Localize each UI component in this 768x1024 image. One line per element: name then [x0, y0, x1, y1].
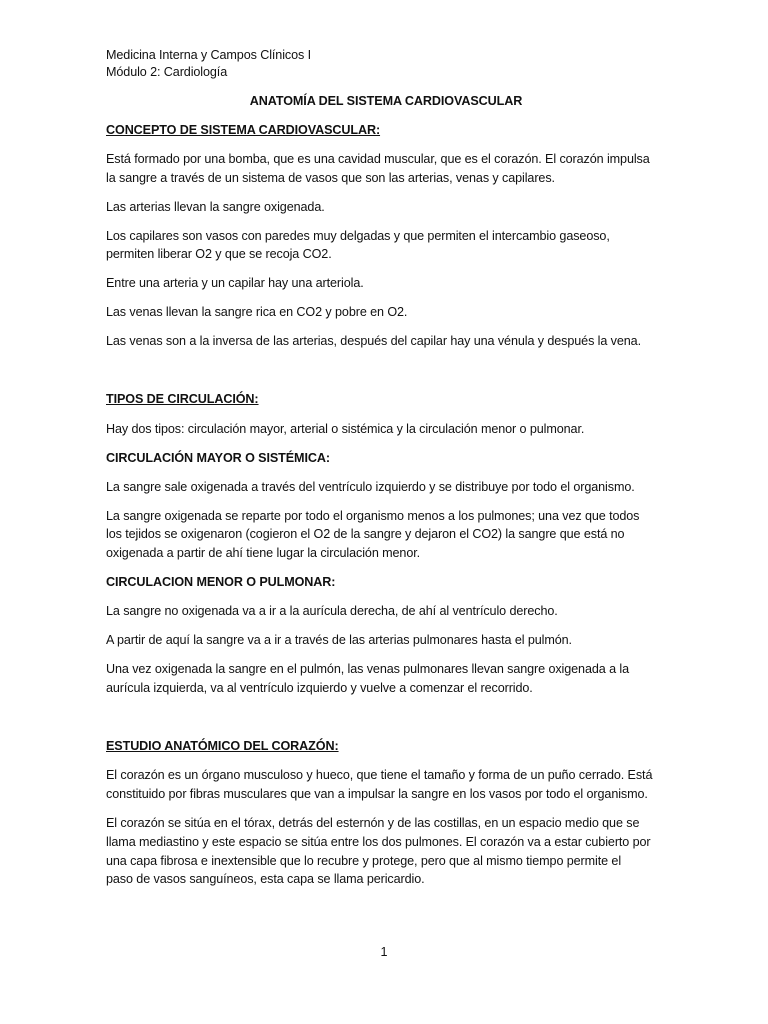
section-heading-concept: CONCEPTO DE SISTEMA CARDIOVASCULAR:: [106, 123, 381, 137]
course-name: Medicina Interna y Campos Clínicos I: [106, 48, 311, 62]
paragraph-line: Los capilares son vasos con paredes muy delgadas y que permiten el intercambio gaseoso,: [106, 229, 610, 243]
paragraph-line: Las arterias llevan la sangre oxigenada.: [106, 200, 325, 214]
paragraph-line: Las venas llevan la sangre rica en CO2 y pobre en O2.: [106, 305, 408, 319]
paragraph-line: aurícula izquierda, va al ventrículo izquierdo y vuelve a comenzar el recorrido.: [106, 681, 533, 695]
paragraph-line: Una vez oxigenada la sangre en el pulmón, las venas pulmonares llevan sangre oxigenada a la: [106, 662, 629, 676]
document-title: ANATOMÍA DEL SISTEMA CARDIOVASCULAR: [249, 94, 523, 108]
paragraph-line: paso de vasos sanguíneos, esta capa se llama pericardio.: [106, 872, 425, 886]
paragraph-line: El corazón se sitúa en el tórax, detrás del esternón y de las costillas, en un espacio medio que se: [106, 816, 640, 830]
paragraph-line: La sangre sale oxigenada a través del ventrículo izquierdo y se distribuye por todo el organismo.: [106, 480, 635, 494]
paragraph-line: permiten liberar O2 y que se recoja CO2.: [106, 247, 332, 261]
paragraph-line: una capa fibrosa e inextensible que lo recubre y protege, pero que al mismo tiempo permite el: [106, 854, 622, 868]
subheading-pulmonary: CIRCULACION MENOR O PULMONAR:: [106, 575, 336, 589]
section-heading-circulation-types: TIPOS DE CIRCULACIÓN:: [106, 392, 259, 406]
module-name: Módulo 2: Cardiología: [106, 65, 228, 79]
paragraph-line: constituido por fibras musculares que van a impulsar la sangre en los vasos por todo el organismo.: [106, 787, 648, 801]
subheading-systemic: CIRCULACIÓN MAYOR O SISTÉMICA:: [106, 451, 330, 465]
paragraph-line: Las venas son a la inversa de las arterias, después del capilar hay una vénula y después la vena.: [106, 334, 641, 348]
paragraph-line: A partir de aquí la sangre va a ir a través de las arterias pulmonares hasta el pulmón.: [106, 633, 572, 647]
paragraph-line: El corazón es un órgano musculoso y hueco, que tiene el tamaño y forma de un puño cerrado. Está: [106, 768, 653, 782]
paragraph-line: los tejidos se oxigenaron (cogieron el O2 de la sangre y dejaron el CO2) la sangre que está no: [106, 527, 625, 541]
paragraph-line: La sangre oxigenada se reparte por todo el organismo menos a los pulmones; una vez que todos: [106, 509, 640, 523]
paragraph-line: La sangre no oxigenada va a ir a la aurícula derecha, de ahí al ventrículo derecho.: [106, 604, 558, 618]
paragraph-line: Está formado por una bomba, que es una cavidad muscular, que es el corazón. El corazón impulsa: [106, 152, 650, 166]
paragraph-line: llama mediastino y este espacio se sitúa entre los dos pulmones. El corazón va a estar cubierto por: [106, 835, 651, 849]
paragraph-line: Hay dos tipos: circulación mayor, arterial o sistémica y la circulación menor o pulmonar.: [106, 422, 585, 436]
paragraph-line: Entre una arteria y un capilar hay una arteriola.: [106, 276, 364, 290]
paragraph-line: la sangre a través de un sistema de vasos que son las arterias, venas y capilares.: [106, 171, 555, 185]
page-number: 1: [380, 945, 388, 959]
paragraph-line: oxigenada a partir de ahí tiene lugar la circulación menor.: [106, 546, 421, 560]
section-heading-anatomy: ESTUDIO ANATÓMICO DEL CORAZÓN:: [106, 739, 339, 753]
